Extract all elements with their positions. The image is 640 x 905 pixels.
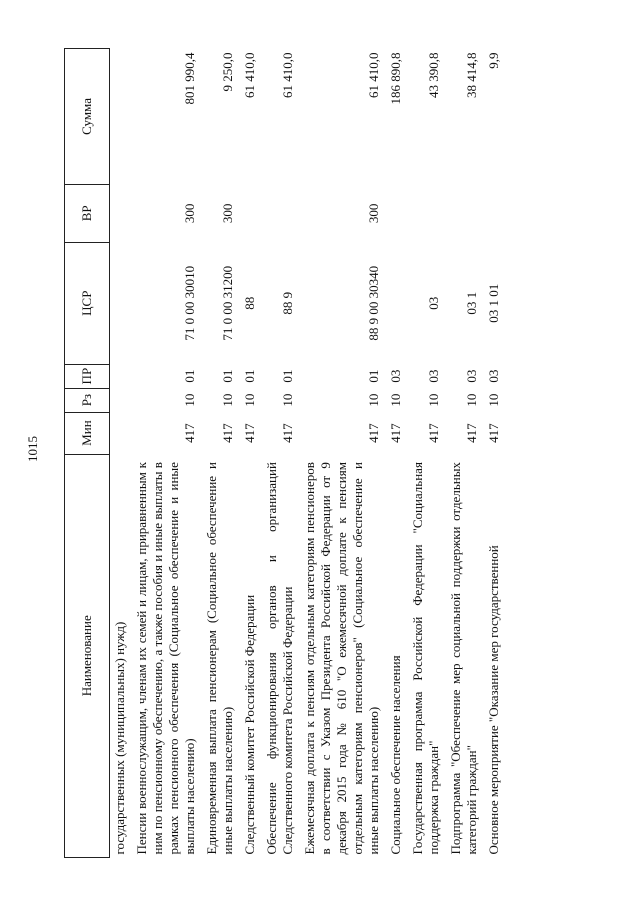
cell-pr: 01 — [366, 369, 381, 383]
cell-min — [110, 412, 133, 454]
cell-vr — [386, 184, 408, 242]
table-row — [240, 49, 262, 858]
cell-vr — [484, 184, 506, 242]
cell-pr: 01 — [182, 369, 197, 383]
cell-vr: 300 — [182, 203, 197, 224]
cell-vr: 300 — [220, 203, 235, 224]
header-rz: Рз — [65, 388, 110, 412]
cell-sum: 9,9 — [486, 52, 501, 69]
header-name: Наименование — [65, 454, 110, 857]
cell-rz: 10 — [182, 393, 197, 407]
cell-csr: 71 0 00 30010 — [182, 265, 197, 341]
rotated-table-wrapper — [64, 48, 606, 858]
cell-name: Пенсии военнослужащим, членам их семей и лицам, приравненным к ним по пенсионному обеспечению, а также пособия и иные выплаты в рамках пенсионного обеспечения (Социальное обеспечение и иные выплаты населению) — [134, 462, 197, 855]
cell-name: Государственная программа Российской Федерации "Социальная поддержка граждан" — [410, 462, 441, 855]
cell-rz — [110, 388, 133, 412]
table-row — [386, 49, 408, 858]
cell-min: 417 — [182, 423, 197, 443]
cell-sum — [110, 49, 133, 185]
cell-rz: 10 — [486, 393, 501, 407]
budget-table — [64, 48, 506, 858]
cell-sum: 801 990,4 — [182, 52, 197, 105]
cell-pr: 01 — [220, 369, 235, 383]
cell-min: 417 — [388, 423, 403, 443]
header-min: Мин — [65, 412, 110, 454]
cell-min: 417 — [464, 423, 479, 443]
cell-csr — [386, 242, 408, 364]
cell-name: Единовременная выплата пенсионерам (Социальное обеспечение и иные выплаты населению) — [204, 462, 235, 855]
cell-csr: 71 0 00 31200 — [220, 265, 235, 341]
table-row — [110, 49, 133, 858]
table-row — [132, 49, 202, 858]
cell-vr — [262, 184, 300, 242]
cell-pr: 01 — [280, 369, 295, 383]
cell-rz: 10 — [426, 393, 441, 407]
cell-sum: 186 890,8 — [388, 52, 403, 105]
cell-name: государственных (муниципальных) нужд) — [112, 621, 127, 855]
table-row — [300, 49, 386, 858]
table-row — [262, 49, 300, 858]
cell-name: Ежемесячная доплата к пенсиям отдельным категориям пенсионеров в соответствии с Указом Президента Российской Федерации от 9 декабря 2015 года № 610 "О ежемесячной доплате к пенсиям отдельным категориям пенсионеров" (Социальное обеспечение и иные выплаты населению) — [302, 462, 381, 855]
cell-csr: 88 — [242, 296, 257, 310]
cell-sum: 38 414,8 — [464, 52, 479, 98]
table-row — [408, 49, 446, 858]
cell-min: 417 — [426, 423, 441, 443]
cell-vr: 300 — [366, 203, 381, 224]
cell-vr — [408, 184, 446, 242]
cell-pr: 03 — [464, 369, 479, 383]
cell-vr — [110, 184, 133, 242]
cell-vr — [240, 184, 262, 242]
table-row — [484, 49, 506, 858]
cell-pr: 03 — [426, 369, 441, 383]
cell-csr: 03 — [426, 296, 441, 310]
cell-csr: 88 9 00 30340 — [366, 265, 381, 341]
cell-min: 417 — [280, 423, 295, 443]
cell-pr — [110, 364, 133, 388]
table-row — [446, 49, 484, 858]
cell-sum: 61 410,0 — [366, 52, 381, 98]
table-header-row — [65, 49, 110, 858]
table-row — [202, 49, 240, 858]
cell-min: 417 — [366, 423, 381, 443]
cell-csr: 03 1 01 — [486, 283, 501, 323]
cell-pr: 03 — [486, 369, 501, 383]
cell-pr: 03 — [388, 369, 403, 383]
cell-name: Основное мероприятие "Оказание мер государственной — [486, 545, 501, 855]
cell-rz: 10 — [464, 393, 479, 407]
table-body — [110, 49, 507, 858]
cell-vr — [446, 184, 484, 242]
cell-min: 417 — [242, 423, 257, 443]
cell-rz: 10 — [388, 393, 403, 407]
cell-rz: 10 — [366, 393, 381, 407]
cell-name: Следственный комитет Российской Федерации — [242, 594, 257, 855]
header-pr: ПР — [65, 364, 110, 388]
cell-sum: 43 390,8 — [426, 52, 441, 98]
cell-sum: 9 250,0 — [220, 52, 235, 92]
cell-name: Обеспечение функционирования органов и организаций Следственного комитета Российской Федерации — [264, 462, 295, 855]
cell-min: 417 — [486, 423, 501, 443]
cell-sum: 61 410,0 — [280, 52, 295, 98]
cell-name: Социальное обеспечение населения — [388, 655, 403, 855]
cell-csr — [110, 242, 133, 364]
header-csr: ЦСР — [65, 242, 110, 364]
cell-name: Подпрограмма "Обеспечение мер социальной поддержки отдельных категорий граждан" — [448, 462, 479, 855]
cell-min: 417 — [220, 423, 235, 443]
cell-csr: 88 9 — [280, 291, 295, 315]
cell-rz: 10 — [280, 393, 295, 407]
cell-csr: 03 1 — [464, 291, 479, 315]
header-vr: ВР — [65, 184, 110, 242]
cell-rz: 10 — [220, 393, 235, 407]
header-sum: Сумма — [65, 49, 110, 185]
cell-sum: 61 410,0 — [242, 52, 257, 98]
cell-rz: 10 — [242, 393, 257, 407]
page-number: 1015 — [25, 436, 40, 462]
cell-pr: 01 — [242, 369, 257, 383]
